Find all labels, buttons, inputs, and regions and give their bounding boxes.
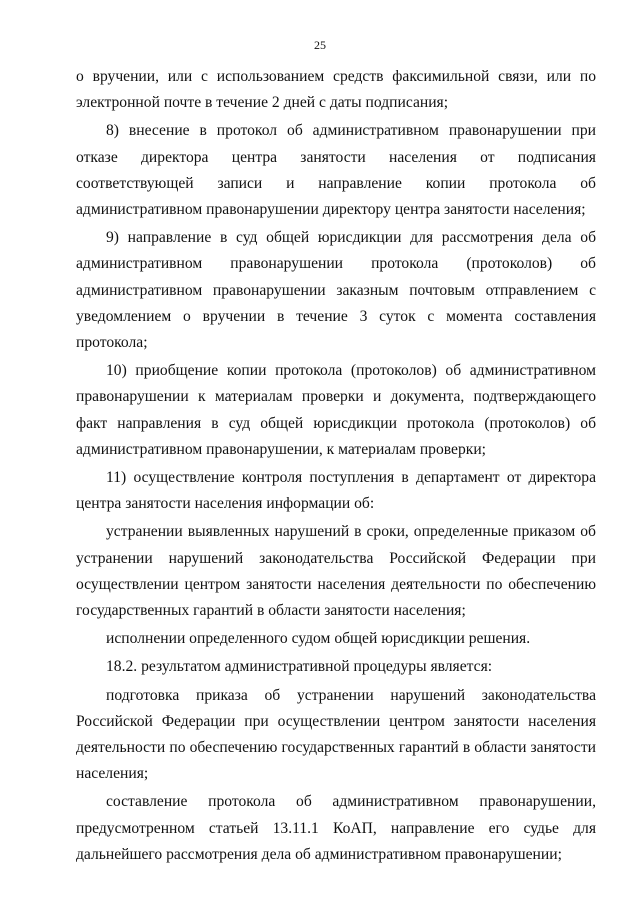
paragraph-result-order: подготовка приказа об устранении нарушений законодательства Российской Федерации при осуществлении центром занятости населения деятельности по обеспечению государственных гарантий в области занятости населения; [76,686,596,783]
paragraph-section-18-2: 18.2. результатом административной процедуры является: [106,658,493,676]
page-number: 25 [314,38,326,52]
paragraph-subitem-court-decision: исполнении определенного судом общей юрисдикции решения. [106,630,531,648]
paragraph-result-protocol: составление протокола об административном правонарушении, предусмотренном статьей 13.11.1 КоАП, направление его судье для дальнейшего рассмотрения дела об административном правонарушении; [76,793,596,863]
paragraph-item-8: 8) внесение в протокол об административном правонарушении при отказе директора центра занятости населения от подписания соответствующей записи и направление копии протокола об административном правонарушении директору центра занятости населения; [76,122,596,219]
paragraph-item-11: 11) осуществление контроля поступления в департамент от директора центра занятости населения информации об: [76,469,596,513]
paragraph-continuation: о вручении, или с использованием средств факсимильной связи, или по электронной почте в течение 2 дней с даты подписания; [76,68,596,112]
document-body [76,64,596,868]
paragraph-item-10: 10) приобщение копии протокола (протоколов) об административном правонарушении к материалам проверки и документа, подтверждающего факт направления в суд общей юрисдикции протокола (протоколов) об административном правонарушении, к материалам проверки; [76,362,596,458]
paragraph-item-9: 9) направление в суд общей юрисдикции для рассмотрения дела об административном правонарушении протокола (протоколов) об административном правонарушении заказным почтовым отправлением с уведомлением о вручении в течение 3 суток с момента составления протокола; [76,229,596,352]
paragraph-subitem-violations: устранении выявленных нарушений в сроки, определенные приказом об устранении нарушений законодательства Российской Федерации при осуществлении центром занятости населения деятельности по обеспечению государственных гарантий в области занятости населения; [76,523,596,620]
